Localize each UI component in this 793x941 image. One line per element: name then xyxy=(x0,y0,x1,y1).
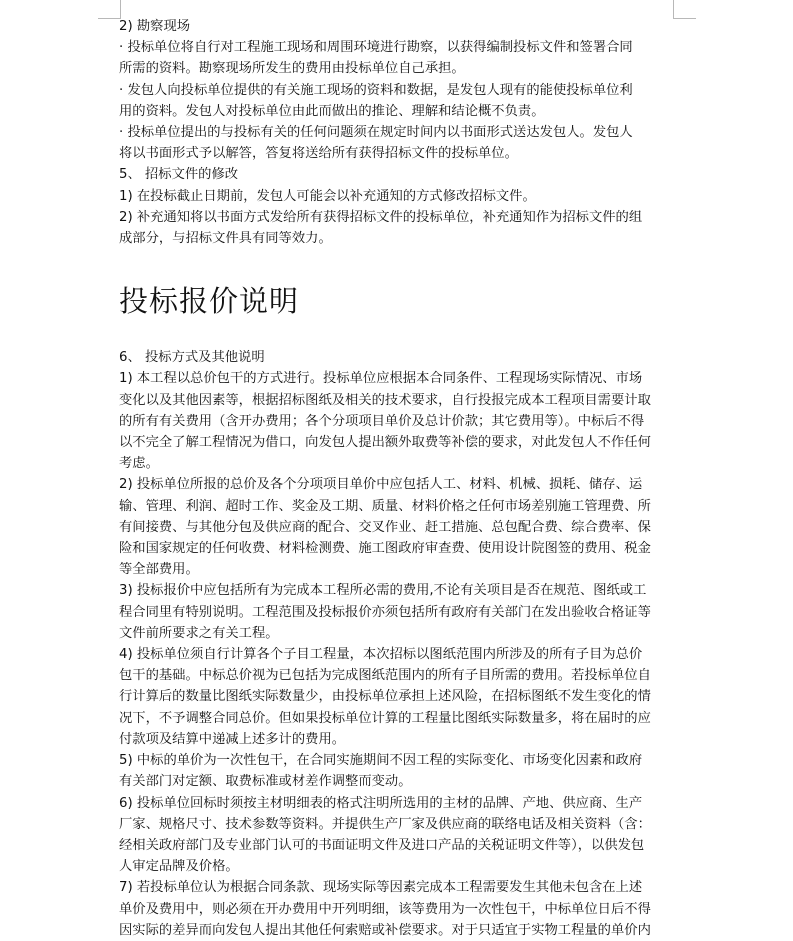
text-line: 付款项及结算中递减上述多计的费用。 xyxy=(119,731,346,747)
page-corner-mark-right xyxy=(673,0,696,19)
text-line: 因实际的差异而向发包人提出其他任何索赔或补偿要求。对于只适宜于实物工程量的单价内 xyxy=(119,922,651,938)
text-line: 厂家、规格尺寸、技术参数等资料。并提供生产厂家及供应商的联络电话及相关资料（含： xyxy=(119,816,651,832)
text-line: 4) 投标单位须自行计算各个子目工程量，本次招标以图纸范围内所涉及的所有子目为总价 xyxy=(119,647,643,663)
page-corner-mark-left xyxy=(98,0,121,19)
section-bidding-method xyxy=(119,347,675,941)
text-line: 经相关政府部门及专业部门认可的书面证明文件及进口产品的关税证明文件等），以供发包 xyxy=(119,837,645,853)
text-line: 6) 投标单位回标时须按主材明细表的格式注明所选用的主材的品牌、产地、供应商、生产 xyxy=(119,795,643,811)
text-line: 行计算后的数量比图纸实际数量少，由投标单位承担上述风险，在招标图纸不发生变化的情 xyxy=(119,689,651,705)
text-line: 5、 招标文件的修改 xyxy=(119,167,239,183)
text-line: 2) 补充通知将以书面方式发给所有获得招标文件的投标单位，补充通知作为招标文件的组 xyxy=(119,209,643,225)
text-line: 况下，不予调整合同总价。但如果投标单位计算的工程量比图纸实际数量多，将在届时的应 xyxy=(119,710,651,726)
text-line: 单价及费用中，则必须在开办费用中开列明细，该等费用为一次性包干，中标单位日后不得 xyxy=(119,901,651,917)
text-line: 2) 投标单位所报的总价及各个分项项目单价中应包括人工、材料、机械、损耗、储存、运 xyxy=(119,477,643,493)
text-line: 将以书面形式予以解答，答复将送给所有获得招标文件的投标单位。 xyxy=(119,146,518,162)
text-line: 的所有有关费用（含开办费用；各个分项项目单价及总计价款；其它费用等）。中标后不得 xyxy=(119,413,645,429)
text-line: 考虑。 xyxy=(119,456,159,472)
text-line: · 投标单位将自行对工程施工现场和周围环境进行勘察，以获得编制投标文件和签署合同 xyxy=(119,40,633,56)
text-line: 程合同里有特别说明。工程范围及投标报价亦须包括所有政府有关部门在发出验收合格证等 xyxy=(119,604,651,620)
text-line: 人审定品牌及价格。 xyxy=(119,859,239,875)
section-site-survey-and-amendment xyxy=(119,16,675,249)
document-body xyxy=(119,16,675,941)
text-line: 1) 本工程以总价包干的方式进行。投标单位应根据本合同条件、工程现场实际情况、市场 xyxy=(119,371,643,387)
text-line: 1) 在投标截止日期前，发包人可能会以补充通知的方式修改招标文件。 xyxy=(119,188,536,204)
text-line: 等全部费用。 xyxy=(119,562,199,578)
text-line: 以不完全了解工程情况为借口，向发包人提出额外取费等补偿的要求，对此发包人不作任何 xyxy=(119,435,651,451)
text-line: · 发包人向投标单位提供的有关施工现场的资料和数据，是发包人现有的能使投标单位利 xyxy=(119,82,633,98)
text-line: 文件前所要求之有关工程。 xyxy=(119,625,279,641)
text-line: 5) 中标的单价为一次性包干，在合同实施期间不因工程的实际变化、市场变化因素和政府 xyxy=(119,753,643,769)
text-line: 包干的基础。中标总价视为已包括为完成图纸范围内的所有子目所需的费用。若投标单位自 xyxy=(119,668,651,684)
text-line: 变化以及其他因素等，根据招标图纸及相关的技术要求，自行投报完成本工程项目需要计取 xyxy=(119,392,651,408)
text-line: 输、管理、利润、超时工作、奖金及工期、质量、材料价格之任何市场差别施工管理费、所 xyxy=(119,498,651,514)
section-heading: 投标报价说明 xyxy=(119,284,300,319)
text-line: 成部分，与招标文件具有同等效力。 xyxy=(119,231,332,247)
text-line: 有关部门对定额、取费标准或材差作调整而变动。 xyxy=(119,774,412,790)
text-line: · 投标单位提出的与投标有关的任何问题须在规定时间内以书面形式送达发包人。发包人 xyxy=(119,125,633,141)
text-line: 所需的资料。勘察现场所发生的费用由投标单位自己承担。 xyxy=(119,61,465,77)
text-line: 2) 勘察现场 xyxy=(119,19,191,34)
text-line: 险和国家规定的任何收费、材料检测费、施工图政府审查费、使用设计院图签的费用、税金 xyxy=(119,541,651,557)
text-line: 7) 若投标单位认为根据合同条款、现场实际等因素完成本工程需要发生其他未包含在上述 xyxy=(119,880,643,896)
text-line: 6、 投标方式及其他说明 xyxy=(119,350,265,366)
text-line: 用的资料。发包人对投标单位由此而做出的推论、理解和结论概不负责。 xyxy=(119,103,545,119)
text-line: 有间接费、与其他分包及供应商的配合、交叉作业、赶工措施、总包配合费、综合费率、保 xyxy=(119,519,651,535)
text-line: 3) 投标报价中应包括所有为完成本工程所必需的费用,不论有关项目是否在规范、图纸或工 xyxy=(119,583,647,599)
